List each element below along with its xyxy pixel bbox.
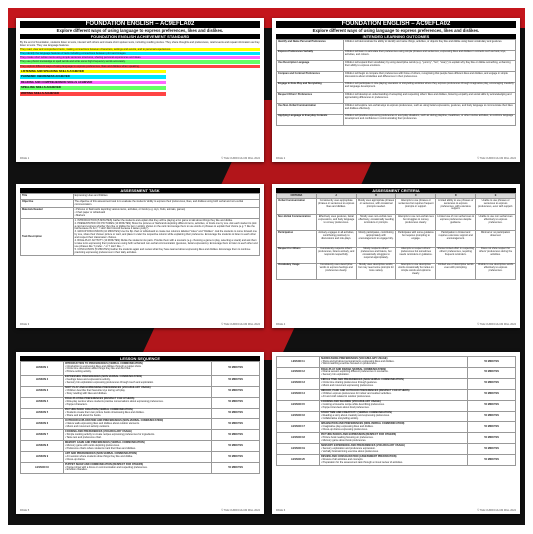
lesson-activity: • Review of all activities and concepts. [321, 457, 364, 461]
lesson-duration: 50 MINUTES [212, 397, 260, 408]
lesson-content [64, 430, 212, 441]
page-lesson-sequence-continued [272, 352, 520, 514]
standard-sentence: They use phonic knowledge to spell words and write some high-frequency words accurately. [20, 60, 260, 63]
lesson-title: PICTURE BOOKS AND EXPRESSION (RESPECT FOR OTHERS) [321, 432, 397, 436]
lesson-activity: • Collaborative storytelling activity. [321, 416, 359, 420]
lesson-activity: • Share and tell about the books. [65, 413, 102, 417]
criteria-name: Vocabulary Usage [277, 263, 317, 279]
section-header: LESSON SEQUENCE [20, 356, 260, 361]
table-row [277, 455, 516, 466]
criteria-table [276, 193, 516, 280]
lesson-activity: • Cooking a favourite recipe while describing preferences. [321, 403, 385, 407]
lesson-number: LESSON 11 [277, 357, 320, 368]
lesson-number: LESSON 10 [21, 463, 64, 474]
criteria-descriptor: Unable to use non-verbal cues effectively to express preferences. [476, 215, 516, 231]
criteria-descriptor: Attempts to use descriptive words occasionally but relies on simple words and opinions clearly. [396, 263, 436, 279]
page-title: FOUNDATION ENGLISH – AC9EFLA02 [20, 21, 260, 28]
lesson-duration: 50 MINUTES [468, 433, 516, 444]
criteria-descriptor: Consistently respects others' preferences, listens actively, and responds respectfully. [316, 247, 356, 263]
table-row [277, 93, 516, 104]
lesson-activity: • Memory game about book preferences. [321, 438, 367, 442]
lesson-activity: • Role-play centres where students practise conversations about expressing preferences. [65, 400, 164, 404]
lesson-activity: • Students create their own picture books showcasing likes and dislikes. [65, 411, 145, 415]
standard-sentence: They explore different ways of using language to express preferences, likes and dislikes when speaking. [20, 65, 260, 68]
lesson-number: LESSON 4 [21, 397, 64, 408]
lesson-number: LESSON 17 [277, 422, 320, 433]
lesson-sequence-table [20, 361, 260, 474]
lesson-activity: • Sensory bin exploration. [321, 373, 350, 377]
lesson-title: MEMORY GAME AND PREFERENCES (VERBAL COMMUNICATION) [65, 440, 145, 444]
lesson-duration: 50 MINUTES [212, 430, 260, 441]
lesson-duration: 50 MINUTES [468, 389, 516, 400]
criteria-column-header: A [316, 194, 356, 199]
table-row [277, 444, 516, 455]
criteria-descriptor: Attempts to use non-verbal cues but struggles to convey preferences clearly. [396, 215, 436, 231]
lesson-number: LESSON 3 [21, 386, 64, 397]
page-lesson-sequence [16, 352, 264, 514]
table-row [277, 433, 516, 444]
lesson-content [64, 419, 212, 430]
lesson-duration: 50 MINUTES [468, 411, 516, 422]
page-number: PAGE 3 [20, 323, 30, 326]
outcome-description: Children will learn to articulate their preferences using simple phrases and sentences, expressing likes and dislikes in contexts such as food, toys, activities, and colours. [343, 50, 515, 61]
lesson-content [320, 400, 468, 411]
lesson-duration: 50 MINUTES [468, 378, 516, 389]
lesson-duration: 50 MINUTES [212, 419, 260, 430]
lesson-content [320, 422, 468, 433]
lesson-title: PUPPET SHOW AND COMMUNICATION (RESPECT FOR OTHERS) [65, 462, 144, 466]
lesson-duration: 50 MINUTES [468, 455, 516, 466]
lesson-number: LESSON 7 [21, 430, 64, 441]
copyright: © THE CURRICULUM MILL 2024 [221, 157, 260, 160]
outcome-name: Identify and Name Personal Preferences [277, 40, 344, 51]
copyright: © THE CURRICULUM MILL 2024 [221, 323, 260, 326]
lesson-activity: • Verbally brainstorming exercise about preferences. [321, 449, 379, 453]
table-row [277, 389, 516, 400]
table-row [277, 72, 516, 83]
lesson-activity: • Imaginative play expressing likes and dislikes. [321, 424, 374, 428]
page-assessment-task [16, 184, 264, 328]
criteria-name: Participation [277, 231, 317, 247]
lesson-content [320, 433, 468, 444]
lesson-activity: • Emotion charades. [65, 468, 88, 472]
criteria-descriptor: Participates with some guidance but requires prompting to engage. [396, 231, 436, 247]
table-row [277, 114, 516, 125]
page-number: PAGE 2 [276, 157, 286, 160]
standard-sentence: By the end of Foundation, students listen to texts, interact with others and create short spoken texts, including retelling stories. They share thoughts and preferences, retell events and repeat information as they listen to texts. They use language features. [20, 41, 260, 48]
lesson-number: LESSON 20 [277, 455, 320, 466]
table-row [277, 400, 516, 411]
table-row [21, 430, 260, 441]
table-row [277, 263, 516, 279]
lesson-activity: • Nature walk expressing likes and dislikes about outdoor elements. [65, 421, 140, 425]
lesson-activity: • Word-matching exercise focused on preferences. [321, 362, 378, 366]
lesson-activity: • Puppet show with a focus on communication and respecting preferences. [65, 465, 148, 469]
lesson-content [320, 378, 468, 389]
criteria-descriptor: Unable to use descriptive words effectively to express preferences. [476, 263, 516, 279]
lesson-title: PICTURE BOOK CREATION (VERBAL COMMUNICATION) [65, 408, 133, 412]
table-row [277, 104, 516, 115]
criteria-descriptor: Minimal or no participation observed. [476, 231, 516, 247]
table-row [277, 247, 516, 263]
assessment-task-table [20, 193, 260, 256]
lesson-number: LESSON 15 [277, 400, 320, 411]
lesson-duration: 50 MINUTES [468, 357, 516, 368]
lesson-content [320, 367, 468, 378]
lesson-title: COOKING AND SHARING (VOCABULARY USAGE) [321, 400, 381, 404]
standard-sentence: They read, view and comprehend texts, making connections between characters, settings and events, and to personal experiences. [20, 48, 260, 51]
lesson-number: LESSON 19 [277, 444, 320, 455]
lesson-title: ROLE-PLAYING PREFERENCES (RESPECT FOR OTHERS) [65, 397, 135, 401]
criteria-descriptor: Limited use of non-verbal cues to express preferences despite guidance. [436, 215, 476, 231]
table-row [277, 231, 516, 247]
copyright: © THE CURRICULUM MILL 2024 [221, 509, 260, 512]
criteria-column-header: B [356, 194, 396, 199]
copyright: © THE CURRICULUM MILL 2024 [477, 157, 516, 160]
table-row [277, 357, 516, 368]
page-number: PAGE 1 [20, 157, 30, 160]
page-footer [276, 323, 516, 326]
criteria-descriptor: Attempts to use phrases or sentences but requires frequent prompts or support. [396, 199, 436, 215]
lesson-activity: • Taste test and preference chart. [65, 435, 102, 439]
page-achievement-standard [16, 18, 264, 162]
skill-tag: WRITING SKILLS ACHIEVED [20, 92, 166, 96]
lesson-title: SENSORY EXPERIENCE AND PREFERENCES (VOCABULARY USAGE) [321, 443, 405, 447]
criteria-descriptor: Does not show respect for others' preferences during the activities. [476, 247, 516, 263]
lesson-activity: • Simple cooking activity to create recipes expressing preferences for ingredients. [65, 432, 155, 436]
lesson-number: LESSON 5 [21, 408, 64, 419]
lesson-number: LESSON 1 [21, 362, 64, 376]
table-row [21, 375, 260, 386]
lesson-activity: • Circle time discussion about things they like and don't like. [65, 367, 131, 371]
outcome-name: Use Non-Verbal Communication [277, 104, 344, 115]
lesson-title: IMAGINATION AND PREFERENCES (NON-VERBAL COMMUNICATION) [321, 422, 405, 426]
lesson-activity: • Picture-sorting activity. [65, 370, 92, 374]
lesson-content [320, 455, 468, 466]
lesson-duration: 50 MINUTES [212, 408, 260, 419]
lesson-duration: 50 MINUTES [468, 400, 516, 411]
lesson-content [64, 441, 212, 452]
lesson-number: LESSON 12 [277, 367, 320, 378]
criteria-name: Non-Verbal Communication [277, 215, 317, 231]
lesson-number: LESSON 6 [21, 419, 64, 430]
outcome-name: Use Descriptive Language [277, 61, 344, 72]
lesson-activity: • Art and craft related to outdoor preferences. [321, 395, 371, 399]
lesson-activity: • Memory game with cards depicting preferences. [65, 443, 120, 447]
lesson-duration: 50 MINUTES [212, 375, 260, 386]
lesson-content [320, 357, 468, 368]
lesson-sequence-table [276, 356, 516, 466]
lesson-content [320, 411, 468, 422]
lesson-activity: • Music and movement activity outdoors. [65, 424, 110, 428]
table-row [21, 219, 260, 256]
lesson-activity: • Circle time sharing preferences through gestures. [321, 381, 378, 385]
lesson-number: LESSON 9 [21, 452, 64, 463]
table-row [21, 362, 260, 376]
lesson-title: STORYTIME AND CREATIVITY (VERBAL COMMUNICATION) [321, 411, 392, 415]
lesson-activity: • Dress-up drama. [65, 457, 86, 461]
section-header: ASSESSMENT TASK [20, 188, 260, 193]
criteria-descriptor: Participation is limited and requires extensive support and encouragement. [436, 231, 476, 247]
lesson-title: ROLE-PLAY AND DRAMA (VERBAL COMMUNICATION) [321, 367, 387, 371]
criteria-column-header: CRITERIA [277, 194, 317, 199]
lesson-title: INDOOR, PARK AND OUTDOOR PREFERENCES (RESPECT FOR OTHERS) [321, 389, 410, 393]
lesson-content [320, 444, 468, 455]
table-row [277, 82, 516, 93]
table-row [277, 367, 516, 378]
lesson-title: COOKING AND PREFERENCES (VOCABULARY USAGE) [65, 429, 132, 433]
section-header: FOUNDATION ENGLISH ACHIEVEMENT STANDARD [20, 34, 260, 39]
lesson-duration: 50 MINUTES [212, 386, 260, 397]
table-row [21, 208, 260, 219]
criteria-descriptor: Mostly respects others' preferences and listens, but occasionally struggles to respond appropriately. [356, 247, 396, 263]
lesson-content [64, 408, 212, 419]
outcome-name: Express Preferences Verbally [277, 50, 344, 61]
criteria-descriptor: Unable to use phrases or sentences to express preferences, even with support. [476, 199, 516, 215]
lesson-activity: • Sensory exploration and preference expression. [321, 446, 376, 450]
lesson-title: REVIEW AND CONSOLIDATION (ASSESSMENT PREPARATION) [321, 454, 397, 458]
table-row [277, 50, 516, 61]
task-field-label: Task Description [21, 219, 74, 256]
lesson-number: LESSON 16 [277, 411, 320, 422]
criteria-descriptor: Mostly participates, contributing appropriately with encouragement to engage fully. [356, 231, 396, 247]
criteria-descriptor: Mostly uses non-verbal cues effectively, occasionally needing reminders or prompts. [356, 215, 396, 231]
outcome-description: Children will demonstrate the ability to identify and name things, activities, or objects they like and dislike using basic vocabulary and gestures. [343, 40, 515, 51]
lesson-duration: 50 MINUTES [468, 367, 516, 378]
lesson-duration: 50 MINUTES [468, 422, 516, 433]
lesson-activity: • Children express preferences for indoor and outdoor activities. [321, 392, 392, 396]
criteria-descriptor: Effectively uses gestures, facial expressions, and body language to convey preferences. [316, 215, 356, 231]
table-row [21, 397, 260, 408]
lesson-content [64, 386, 212, 397]
page-subtitle: Explore different ways of using language to express preferences, likes and dislikes. [312, 28, 480, 33]
lesson-number: LESSON 14 [277, 389, 320, 400]
page-learning-outcomes [272, 18, 520, 162]
standard-sentence: They create short written texts using simple sentence structures, sharing personal experiences and ideas. [20, 56, 260, 59]
lesson-activity: • Feelings faces and expressions activity. [65, 378, 111, 382]
lesson-content [64, 362, 212, 376]
skill-tag: PHONEMIC AWARENESS ACHIEVED [20, 75, 166, 79]
lesson-title: INTRODUCTION TO PREFERENCES (VERBAL COMMUNICATION) [65, 361, 143, 365]
lesson-activity: • Art session where students draw things they like and dislike. [65, 454, 134, 458]
table-row [277, 215, 516, 231]
table-row [21, 386, 260, 397]
lesson-duration: 50 MINUTES [212, 463, 260, 474]
criteria-descriptor: Limited ability to use phrases or sentences to express preferences, with extensive support. [436, 199, 476, 215]
table-row [277, 378, 516, 389]
copyright: © THE CURRICULUM MILL 2024 [477, 323, 516, 326]
table-row [277, 411, 516, 422]
lesson-content [64, 375, 212, 386]
lesson-number: LESSON 13 [277, 378, 320, 389]
outcome-name: Respect Others' Preferences [277, 93, 344, 104]
lesson-number: LESSON 8 [21, 441, 64, 452]
outcome-description: Children will begin to compare their preferences with those of others, recognising that people have different likes and dislikes, and engage in simple discussions about similarities and differences in their preferences. [343, 72, 515, 83]
criteria-descriptor: Mostly uses descriptive words, but may need some prompts for more variety. [356, 263, 396, 279]
outcome-description: Children will develop an understanding of accepting and respecting others' likes and dislikes, fostering empathy and social skills by acknowledging and appreciating differences in preferences. [343, 93, 515, 104]
lesson-content [64, 452, 212, 463]
table-row [21, 419, 260, 430]
lesson-activity: • Preference charts where students mark their likes and dislikes. [65, 446, 136, 450]
lesson-activity: • Music and movement expressing preferences. [321, 384, 374, 388]
lesson-number: LESSON 18 [277, 433, 320, 444]
page-subtitle: Explore different ways of using language to express preferences, likes and dislikes. [56, 28, 224, 33]
criteria-descriptor: Consistently uses descriptive words to express feelings and preferences clearly. [316, 263, 356, 279]
page-number: PAGE 6 [276, 509, 286, 512]
skill-tag: LISTENING AND SPEAKING SKILLS ACHIEVED [20, 70, 166, 74]
table-row [21, 408, 260, 419]
criteria-descriptor: Attempts to respect others' preferences but sometimes needs reminders or guidance. [396, 247, 436, 263]
lesson-activity: • Preparation for the assessment task through a mixed review of activities. [321, 460, 403, 464]
page-footer [276, 509, 516, 512]
lesson-activity: • Puppet interviews about food preferences. [321, 406, 370, 410]
table-row [21, 441, 260, 452]
section-header: INTENDED LEARNING OUTCOMES [276, 34, 516, 39]
skill-tag: READING AND COMPREHENSION SKILLS ACHIEVED [20, 81, 166, 85]
task-field-value: Expressing Likes and Dislikes [73, 194, 259, 200]
table-row [21, 200, 260, 208]
task-field-label: Materials Needed [21, 208, 74, 219]
lesson-title: EXPRESSING PREFERENCES (NON-VERBAL COMMUNICATION) [65, 375, 143, 379]
page-number: PAGE 4 [276, 323, 286, 326]
page-footer [20, 509, 260, 512]
table-row [277, 422, 516, 433]
criteria-descriptor: Consistently uses appropriate phrases or sentences to express likes and dislikes. [316, 199, 356, 215]
table-row [277, 61, 516, 72]
page-number: PAGE 5 [20, 509, 30, 512]
lesson-duration: 50 MINUTES [212, 362, 260, 376]
outcome-name: Applying Language in Everyday Contexts [277, 114, 344, 125]
outcome-description: Children will participate in role-playing scenarios or storytelling activities where they express preferences through imaginative play, encouraging creativity and language development. [343, 82, 515, 93]
lesson-activity: • Picture book reading focusing on preferences. [321, 435, 374, 439]
page-assessment-criteria [272, 184, 520, 328]
criteria-column-header: E [476, 194, 516, 199]
page-footer [20, 323, 260, 326]
outcome-description: Children will explore non-verbal ways to express preferences, such as using facial expressions, gestures, and body language to communicate their likes and dislikes effectively. [343, 104, 515, 115]
page-footer [276, 157, 516, 160]
task-field-value: 1. INTRODUCTION (5 MINUTES) Gather the students and explain that they will be playing a fun game to talk about things they like and dislike. 2. PRESENTATION OF PICTURES (10 MINUTES) Show the pictures or flashcards depicting different items, activities, or foods one by one. Ask each student to pick a card and express whether they like or dislike the item / activity shown on the card. Encourage them to use words or phrases to explain their choice (e.g. "I like the ball because it's fun", "I don't like broccoli because it tastes yucky"). 3. GROUP DISCUSSION (10 MINUTES) Use the flip chart or whiteboard to create two columns labelled "Likes" and "Dislikes". Ask the students to come forward one by one, share their chosen picture or card, and place it under the respective column while explaining their preference. Encourage the students to listen to each other and respect their classmates' choices. 4. ROLE-PLAY ACTIVITY (10 MINUTES) Divide the students into pairs. Provide them with a scenario (e.g. choosing a game to play, selecting a snack) and ask them to take turns expressing their preferences using both verbal and non-verbal communication (gestures, facial expressions). Encourage them to listen to each other and use phrases like "I prefer..." or "I don't like...". 5. CONCLUSION (5 MINUTES) Gather the students again and review what they have learned about expressing likes and dislikes. Encourage them to continue practicing expressing preferences in their daily activities. [74, 218, 258, 254]
criteria-column-header: D [436, 194, 476, 199]
criteria-descriptor: Mostly uses appropriate phrases or sentences, with occasional prompts needed. [356, 199, 396, 215]
criteria-descriptor: Actively engages in all activities, contributing positively to discussions and role-plays. [316, 231, 356, 247]
lesson-activity: • Drama session exploring different preferences in scenarios. [321, 370, 389, 374]
outcome-name: Engage in Role-Play and Storytelling [277, 82, 344, 93]
achievement-standard-text [20, 41, 260, 68]
lesson-activity: • Story retelling with likes and dislikes. [65, 392, 108, 396]
lesson-activity: • Reading a story about creativity and expressing preferences. [321, 414, 390, 418]
table-row [21, 463, 260, 474]
task-field-value: The objective of this assessment task is to evaluate the students' ability to express their preferences, likes, and dislikes using both verbal and non-verbal communication. [73, 200, 259, 208]
lesson-content [64, 463, 212, 474]
table-row [277, 199, 516, 215]
lesson-duration: 50 MINUTES [468, 444, 516, 455]
outcome-description: Children will expand their vocabulary by using descriptive words (e.g. "yummy", "fun", "scary") to explain why they like or dislike something, enhancing their ability to express emotions. [343, 61, 515, 72]
outcome-name: Compare and Contrast Preferences [277, 72, 344, 83]
section-header: ASSESSMENT CRITERIA [276, 188, 516, 193]
outcomes-table [276, 39, 516, 126]
lesson-title: OUTDOOR EXPLORATION AND PREFERENCES (NON-VERBAL COMMUNICATION) [65, 419, 164, 423]
criteria-descriptor: Limited use of descriptive words even with prompting. [436, 263, 476, 279]
criteria-descriptor: Shows limited effort in respecting others' preferences, requiring frequent reminders. [436, 247, 476, 263]
lesson-title: SOFT PLAY AND EXPRESSING PREFERENCES (VOCABULARY USAGE) [65, 386, 151, 390]
outcome-description: Children will practise expressing preferences in everyday situations, such as during playtime, mealtimes, or other routine activities, to reinforce language development and confidence in communicating their preferences. [343, 114, 515, 125]
lesson-activity: • Puppet characters. [65, 403, 88, 407]
task-field-value: • Pictures or flashcards depicting various items, activities, or foods (e.g. toys, fruits, animals, games) • Chart paper or whiteboard • Markers [73, 208, 259, 219]
page-title: FOUNDATION ENGLISH – AC9EFLA02 [276, 21, 516, 28]
skill-tag: SPELLING SKILLS ACHIEVED [20, 86, 166, 90]
lesson-activity: • Children describe their favourite toys during soft play. [65, 389, 126, 393]
standard-sentence: They identify the language features of texts including connections between print and images. [20, 52, 260, 55]
lesson-duration: 50 MINUTES [212, 452, 260, 463]
task-field-label: Objective [21, 200, 74, 208]
lesson-title: ART AND PREFERENCES (NON-VERBAL COMMUNICATION) [65, 451, 137, 455]
lesson-duration: 50 MINUTES [212, 441, 260, 452]
criteria-name: Verbal Communication [277, 199, 317, 215]
lesson-title: CIRCLE TIME AND PREFERENCES (NON-VERBAL COMMUNICATION) [321, 378, 404, 382]
lesson-activity: • Show and tell about personal items expressing likes and dislikes. [321, 359, 395, 363]
lesson-content [320, 389, 468, 400]
page-footer [20, 157, 260, 160]
criteria-name: Respect for Others [277, 247, 317, 263]
lesson-content [64, 397, 212, 408]
table-row [277, 40, 516, 51]
lesson-activity: • Dress-up drama expressing preferences. [321, 427, 368, 431]
task-field-label: Title [21, 194, 74, 200]
criteria-column-header: C [396, 194, 436, 199]
copyright: © THE CURRICULUM MILL 2024 [477, 509, 516, 512]
table-row [21, 452, 260, 463]
lesson-activity: • Sensory bin exploration expressing preferences through touch and exploration. [65, 381, 154, 385]
skill-tags [20, 70, 260, 96]
lesson-title: SHOWCASING PREFERENCES (VOCABULARY USAGE) [321, 356, 388, 360]
lesson-activity: • Introduction to expressing likes and dislikes through a puppet show. [65, 364, 142, 368]
lesson-number: LESSON 2 [21, 375, 64, 386]
